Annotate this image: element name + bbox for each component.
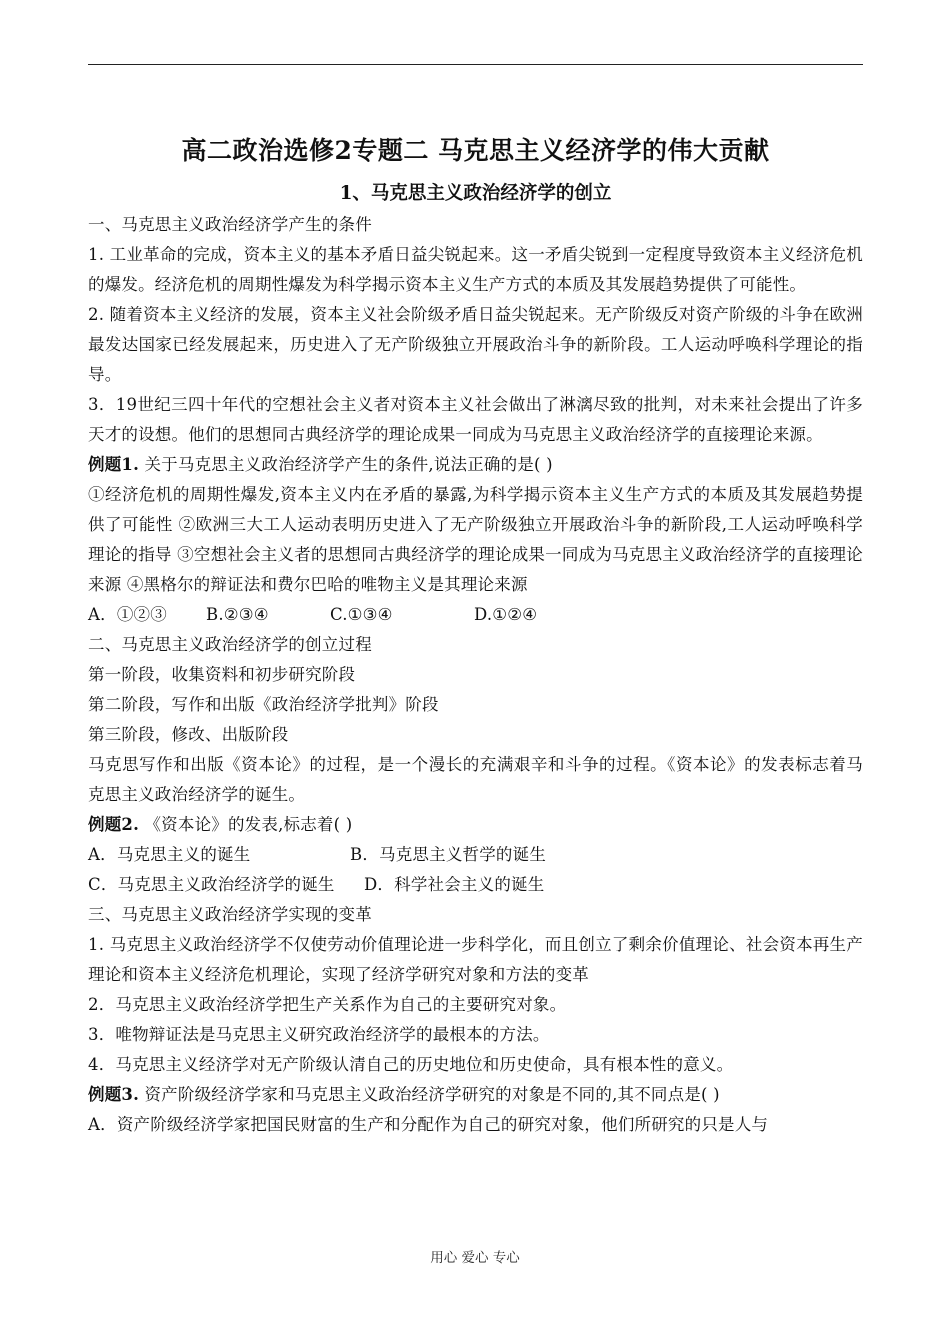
section-title: 1、马克思主义政治经济学的创立 [339,183,612,204]
section-1-heading: 一、马克思主义政治经济学产生的条件 [88,215,372,234]
example-1-option-a: A．①②③ [88,605,167,624]
example-1-options [88,600,863,630]
example-2-option-c: C．马克思主义政治经济学的诞生 [88,875,335,894]
section-1-paragraph-1: 1. 工业革命的完成，资本主义的基本矛盾日益尖锐起来。这一矛盾尖锐到一定程度导致资本主义经济危机的爆发。经济危机的周期性爆发为科学揭示资本主义生产方式的本质及其发展趋势提供了可能性。 [88,245,863,294]
example-1-label: 例题1. [88,455,140,474]
example-1-text: 关于马克思主义政治经济学产生的条件,说法正确的是( ) [139,455,553,474]
example-2-question [88,810,863,840]
document-body [88,128,863,1140]
example-2-option-d: D．科学社会主义的诞生 [364,875,545,894]
document-title: 高二政治选修2专题二 马克思主义经济学的伟大贡献 [181,136,770,165]
example-1-question [88,450,863,480]
section-1-paragraph-2: 2. 随着资本主义经济的发展，资本主义社会阶级矛盾日益尖锐起来。无产阶级反对资产阶级的斗争在欧洲最发达国家已经发展起来，历史进入了无产阶级独立开展政治斗争的新阶段。工人运动呼唤科学理论的指导。 [88,305,863,384]
example-3-text: 资产阶级经济学家和马克思主义政治经济学研究的对象是不同的,其不同点是( ) [139,1085,720,1104]
section-3-paragraph-3: 3．唯物辩证法是马克思主义研究政治经济学的最根本的方法。 [88,1025,550,1044]
page-footer: 用心 爱心 专心 [430,1250,520,1266]
section-3-heading: 三、马克思主义政治经济学实现的变革 [88,905,372,924]
example-3-label: 例题3. [88,1085,140,1104]
example-3-question [88,1080,863,1110]
example-2-text: 《资本论》的发表,标志着( ) [139,815,353,834]
section-2-stage-2: 第二阶段，写作和出版《政治经济学批判》阶段 [88,695,439,714]
example-1-option-d: D.①②④ [474,605,538,624]
example-3-option-a: A．资产阶级经济学家把国民财富的生产和分配作为自己的研究对象，他们所研究的只是人与 [88,1115,769,1134]
section-2-heading: 二、马克思主义政治经济学的创立过程 [88,635,372,654]
example-1-option-b: B.②③④ [206,605,269,624]
example-2-option-a: A．马克思主义的诞生 [88,845,251,864]
example-1-statements: ①经济危机的周期性爆发,资本主义内在矛盾的暴露,为科学揭示资本主义生产方式的本质及其发展趋势提供了可能性 ②欧洲三大工人运动表明历史进入了无产阶级独立开展政治斗争的新阶段,工人运动呼唤科学理论的指导 ③空想社会主义者的思想同古典经济学的理论成果一同成为马克思主义政治经济学的直接理论来源 ④黑格尔的辩证法和费尔巴哈的唯物主义是其理论来源 [88,485,863,594]
header-rule [88,64,863,65]
section-3-paragraph-2: 2．马克思主义政治经济学把生产关系作为自己的主要研究对象。 [88,995,567,1014]
example-2-label: 例题2. [88,815,140,834]
example-2-options-row-2 [88,870,863,900]
example-2-options-row-1 [88,840,863,870]
section-3-paragraph-4: 4．马克思主义经济学对无产阶级认清自己的历史地位和历史使命，具有根本性的意义。 [88,1055,734,1074]
section-2-stage-1: 第一阶段，收集资料和初步研究阶段 [88,665,356,684]
section-2-stage-3: 第三阶段，修改、出版阶段 [88,725,289,744]
section-3-paragraph-1: 1. 马克思主义政治经济学不仅使劳动价值理论进一步科学化，而且创立了剩余价值理论、社会资本再生产理论和资本主义经济危机理论，实现了经济学研究对象和方法的变革 [88,935,863,984]
section-1-paragraph-3: 3．19世纪三四十年代的空想社会主义者对资本主义社会做出了淋漓尽致的批判，对未来社会提出了许多天才的设想。他们的思想同古典经济学的理论成果一同成为马克思主义政治经济学的直接理论来源。 [88,395,863,444]
example-1-option-c: C.①③④ [330,605,393,624]
section-2-paragraph: 马克思写作和出版《资本论》的过程，是一个漫长的充满艰辛和斗争的过程。《资本论》的发表标志着马克思主义政治经济学的诞生。 [88,755,863,804]
example-2-option-b: B．马克思主义哲学的诞生 [350,845,547,864]
